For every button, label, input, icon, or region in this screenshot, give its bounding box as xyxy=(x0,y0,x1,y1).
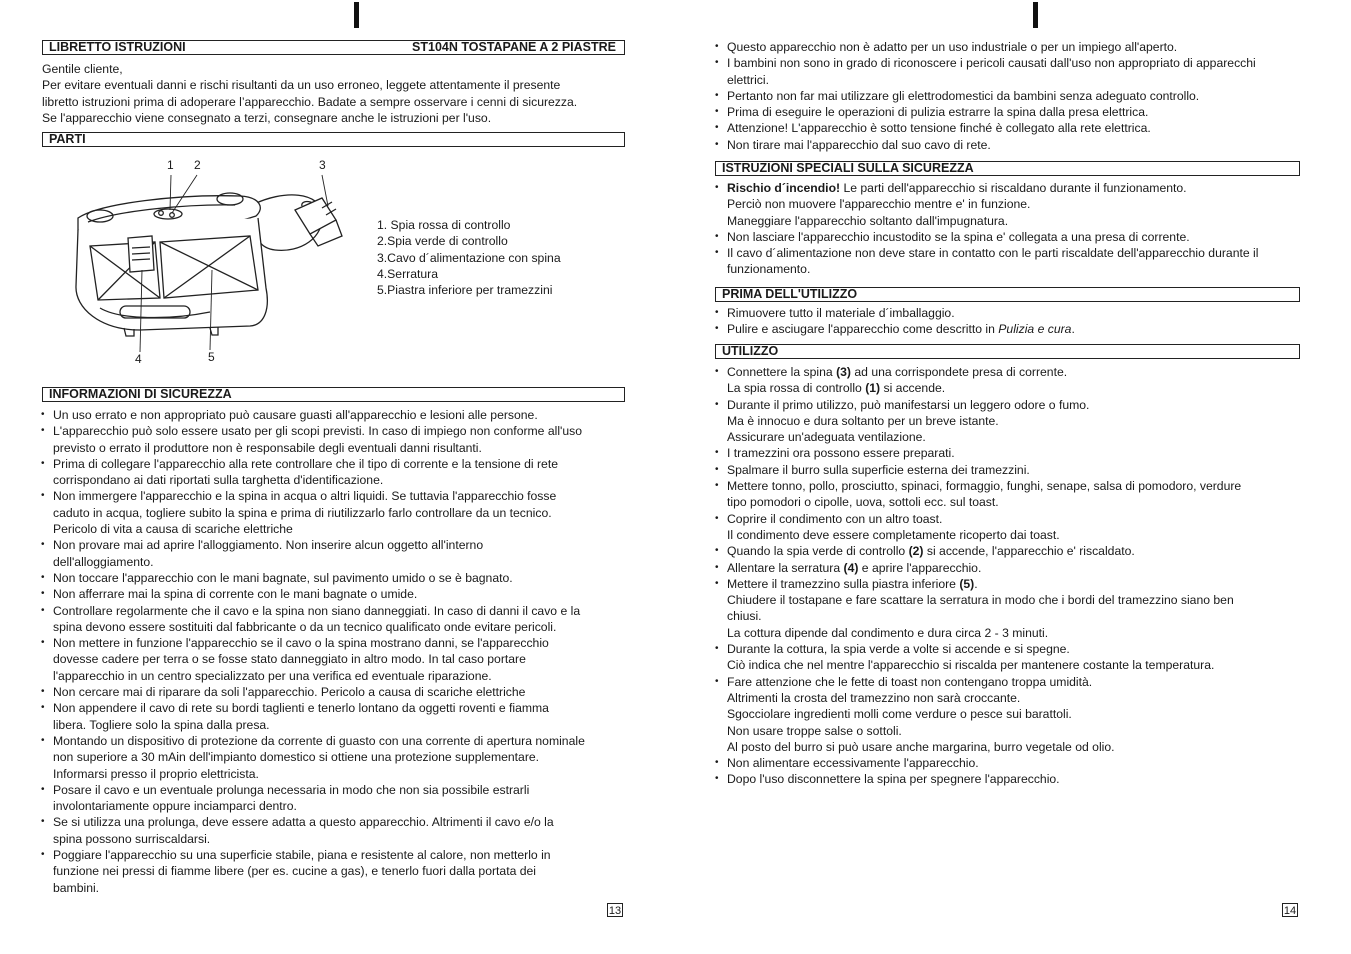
list-item xyxy=(40,733,640,782)
list-text: Ciò indica che nel mentre l'apparecchio si riscalda per mantenere costante la temperatura. xyxy=(727,658,1215,673)
parts-list-item: 4.Serratura xyxy=(377,266,438,281)
list-text: elettrici. xyxy=(727,72,769,87)
list-text: Ma è innocuo e dura soltanto per un breve istante. xyxy=(727,413,999,428)
list-item xyxy=(714,511,1344,544)
list-text: Mettere il tramezzino sulla piastra inferiore xyxy=(727,576,960,591)
list-item xyxy=(714,137,1344,153)
list-text: • Durante la cottura, la spia verde a volte si accende e si spegne. xyxy=(727,642,1070,657)
list-text: Connettere la spina xyxy=(727,365,837,379)
list-item xyxy=(714,321,1344,337)
part-ref: (2) xyxy=(908,544,924,559)
parts-list xyxy=(377,217,561,298)
list-text: e aprire l'apparecchio. xyxy=(858,560,982,575)
list-item xyxy=(714,39,1344,55)
list-text: si accende, l'apparecchio e' riscaldato. xyxy=(923,544,1135,559)
list-text: • Il cavo d´alimentazione non deve stare in contatto con le parti riscaldate dell'apparecchio durante il xyxy=(727,246,1259,261)
list-text: La spia rossa di controllo xyxy=(727,381,866,396)
list-text: chiusi. xyxy=(727,609,762,624)
list-text: • Posare il cavo e un eventuale prolunga necessaria in modo che non sia possibile estrarli xyxy=(53,782,530,797)
prima-header-label: PRIMA DELL'UTILIZZO xyxy=(722,287,858,301)
list-text: Altrimenti la crosta del tramezzino non sarà croccante. xyxy=(727,690,1021,705)
list-item xyxy=(40,456,640,489)
fire-risk-warning: Rischio d´incendio! xyxy=(727,181,841,195)
page-right xyxy=(676,0,1351,954)
list-text: Sgocciolare ingredienti molli come verdure o pesce sui barattoli. xyxy=(727,707,1072,722)
model-title: ST104N TOSTAPANE A 2 PIASTRE xyxy=(412,40,616,54)
list-text: Non usare troppe salse o sottoli. xyxy=(727,723,902,738)
list-item xyxy=(714,104,1344,120)
utilizzo-header xyxy=(715,344,1300,359)
list-text: • Prima di collegare l'apparecchio alla rete controllare che il tipo di corrente e la tensione di rete xyxy=(53,456,558,471)
manual-header xyxy=(42,40,625,55)
part-ref: (5) xyxy=(959,576,975,591)
list-text: • Mettere tonno, pollo, prosciutto, spinaci, formaggio, funghi, senape, salsa di pomodoro, verdure xyxy=(727,479,1242,494)
list-text: • Poggiare l'apparecchio su una superficie stabile, piana e resistente al calore, non metterlo in xyxy=(53,848,551,863)
list-text: libera. Togliere solo la spina dalla presa. xyxy=(53,717,270,732)
list-text: • Questo apparecchio non è adatto per un uso industriale o per un impiego all'aperto. xyxy=(727,40,1178,54)
list-text: Pericolo di vita a causa di scariche elettriche xyxy=(53,522,293,537)
list-item xyxy=(40,847,640,896)
page-number: 14 xyxy=(1283,905,1297,917)
list-item xyxy=(714,120,1344,136)
list-text: Dopo l'uso disconnettere la spina per spegnere l'apparecchio. xyxy=(727,772,1060,787)
list-text: Quando la spia verde di controllo xyxy=(727,544,909,559)
list-text: • Attenzione! L'apparecchio è sotto tensione finché è collegato alla rete elettrica. xyxy=(727,121,1151,136)
part-ref: (1) xyxy=(865,381,881,396)
parts-list-item: 1. Spia rossa di controllo xyxy=(377,218,511,232)
info-header-label: INFORMAZIONI DI SICUREZZA xyxy=(49,387,232,401)
list-item xyxy=(40,570,640,586)
list-item xyxy=(714,229,1344,245)
list-item xyxy=(714,771,1344,787)
section-reference: Pulizia e cura xyxy=(998,322,1072,337)
list-text: . xyxy=(974,576,978,591)
list-item xyxy=(40,684,640,700)
list-text: • Non appendere il cavo di rete su bordi taglienti e tenerlo lontano da oggetti roventi e fiamma xyxy=(53,701,549,716)
list-item xyxy=(714,55,1344,88)
list-text: • Fare attenzione che le fette di toast non contengano troppa umidità. xyxy=(727,674,1093,689)
general-safety-list xyxy=(714,39,1344,153)
section-tab-mark xyxy=(1033,2,1038,28)
list-text: Maneggiare l'apparecchio soltanto dall'impugnatura. xyxy=(727,213,1009,228)
list-item xyxy=(714,245,1344,278)
list-item xyxy=(714,445,1344,461)
list-text: • Non immergere l'apparecchio e la spina in acqua o altri liquidi. Se tuttavia l'apparecchio fosse xyxy=(53,489,557,504)
special-safety-header xyxy=(715,161,1300,176)
utilizzo-header-label: UTILIZZO xyxy=(722,344,779,358)
list-text: Il condimento deve essere completamente ricoperto dai toast. xyxy=(727,527,1060,542)
list-item xyxy=(714,88,1344,104)
intro-line: libretto istruzioni prima di adoperare l’apparecchio. Badate a sempre osservare i cenni di sicurezza. xyxy=(42,94,578,109)
list-text: dell'alloggiamento. xyxy=(53,554,154,569)
list-text: • Un uso errato e non appropriato può causare guasti all'apparecchio e lesioni alle persone. xyxy=(53,408,538,422)
list-text: l'apparecchio in un centro specializzato per una verifica ed eventuale riparazione. xyxy=(53,668,492,683)
prima-list xyxy=(714,305,1344,338)
list-text: Chiudere il tostapane e fare scattare la serratura in modo che i bordi del tramezzino siano ben xyxy=(727,593,1234,608)
special-safety-header-label: ISTRUZIONI SPECIALI SULLA SICUREZZA xyxy=(722,161,974,175)
list-item xyxy=(40,488,640,537)
part-ref: (3) xyxy=(836,365,851,379)
parts-list-item: 2.Spia verde di controllo xyxy=(377,234,508,249)
callout-4: 4 xyxy=(135,352,142,366)
parti-header-label: PARTI xyxy=(49,132,86,146)
list-text: bambini. xyxy=(53,880,100,895)
special-safety-list xyxy=(714,180,1344,278)
list-item xyxy=(714,543,1344,559)
list-text: dovesse cadere per terra o se fosse stato danneggiato in altro modo. In tal caso portare xyxy=(53,652,526,667)
list-text: • Montando un dispositivo di protezione da corrente di guasto con una corrente di apertura nominale xyxy=(53,733,585,748)
list-text: • Non provare mai ad aprire l'alloggiamento. Non inserire alcun oggetto all'interno xyxy=(53,538,484,553)
list-item xyxy=(714,364,1344,397)
list-text: corrispondano ai dati riportati sulla targhetta d'identificazione. xyxy=(53,473,384,488)
list-item xyxy=(714,755,1344,771)
list-text: Al posto del burro si può usare anche margarina, burro vegetale od olio. xyxy=(727,739,1115,754)
list-text: Perciò non muovere l'apparecchio mentre e' in funzione. xyxy=(727,197,1031,212)
list-text: previsto o errato il produttore non è responsabile degli eventuali danni risultanti. xyxy=(53,440,482,455)
list-item xyxy=(714,462,1344,478)
list-text: si accende. xyxy=(880,381,946,396)
list-item xyxy=(40,635,640,684)
list-text: • Pertanto non far mai utilizzare gli elettrodomestici da bambini senza adeguato controllo. xyxy=(727,88,1200,103)
list-text: • Non lasciare l'apparecchio incustodito se la spina e' collegata a una presa di corrente. xyxy=(727,229,1190,244)
list-text: Allentare la serratura xyxy=(727,560,844,575)
list-item xyxy=(40,407,640,423)
list-text: La cottura dipende dal condimento e dura circa 2 - 3 minuti. xyxy=(727,625,1049,640)
list-item xyxy=(714,576,1344,641)
list-text: • Coprire il condimento con un altro toast. xyxy=(727,511,943,526)
list-text: Spalmare il burro sulla superficie esterna dei tramezzini. xyxy=(727,462,1030,477)
intro-line: Se l'apparecchio viene consegnato a terzi, consegnare anche le istruzioni per l'uso. xyxy=(42,110,492,125)
callout-3: 3 xyxy=(319,158,326,172)
list-item xyxy=(714,305,1344,321)
list-item xyxy=(40,700,640,733)
list-text: involontariamente oppure inciamparci dentro. xyxy=(53,799,297,814)
list-text: • Non toccare l'apparecchio con le mani bagnate, sul pavimento umido o se è bagnato. xyxy=(53,570,513,585)
callout-1: 1 xyxy=(167,158,174,172)
list-text: non superiore a 30 mAin dell'impianto domestico si ottiene una protezione supplementare. xyxy=(53,750,540,765)
list-text: spina possono surriscaldarsi. xyxy=(53,831,211,846)
list-text: • Non cercare mai di riparare da soli l'apparecchio. Pericolo a causa di scariche elettriche xyxy=(53,685,526,700)
list-text: ad una corrispondete presa di corrente. xyxy=(851,365,1068,379)
list-text: funzionamento. xyxy=(727,262,811,277)
list-text: • Non tirare mai l'apparecchio dal suo cavo di rete. xyxy=(727,137,991,152)
list-text: Informarsi presso il proprio elettricista. xyxy=(53,766,259,781)
part-ref: (4) xyxy=(843,560,859,575)
list-text: tipo pomodori o cipolle, uova, sottoli ecc. sul toast. xyxy=(727,495,999,510)
prima-header xyxy=(715,287,1300,302)
parts-list-item: 3.Cavo d´alimentazione con spina xyxy=(377,250,561,265)
parts-list-item: 5.Piastra inferiore per tramezzini xyxy=(377,283,553,298)
list-text: Non alimentare eccessivamente l'apparecchio. xyxy=(727,756,979,771)
list-text: Pulire e asciugare l'apparecchio come descritto in xyxy=(727,322,999,337)
page-number: 13 xyxy=(608,905,622,917)
safety-info-list xyxy=(40,407,640,896)
list-item xyxy=(714,478,1344,511)
list-item xyxy=(40,814,640,847)
list-text: • L'apparecchio può solo essere usato per gli scopi previsti. In caso di impiego non conforme all'uso xyxy=(53,424,583,439)
list-text: . xyxy=(1071,322,1075,337)
list-item xyxy=(40,586,640,602)
list-item xyxy=(714,397,1344,446)
list-text: funzione nei pressi di fiamme libere (per es. cucine a gas), e tenerlo fuori dalla portata dei xyxy=(53,864,537,879)
list-text: Assicurare un'adeguata ventilazione. xyxy=(727,430,926,445)
list-text: • Controllare regolarmente che il cavo e la spina non siano danneggiati. In caso di danni il cavo e la xyxy=(53,603,581,618)
list-item xyxy=(40,603,640,636)
list-text: • Non mettere in funzione l'apparecchio se il cavo o la spina mostrano danni, se l'apparecchio xyxy=(53,636,549,651)
manual-title: LIBRETTO ISTRUZIONI xyxy=(49,40,186,54)
list-text: • Se si utilizza una prolunga, deve essere adatta a questo apparecchio. Altrimenti il cavo e/o la xyxy=(53,815,554,830)
list-text: spina devono essere sostituiti dal fabbricante o da un tecnico qualificato onde evitare pericoli. xyxy=(53,619,557,634)
parti-header xyxy=(42,132,625,147)
list-text: • Non afferrare mai la spina di corrente con le mani bagnate o umide. xyxy=(53,587,418,602)
list-item xyxy=(714,560,1344,576)
section-tab-mark xyxy=(354,2,359,28)
list-text: • Prima di eseguire le operazioni di pulizia estrarre la spina dalla presa elettrica. xyxy=(727,105,1149,120)
list-text: • Durante il primo utilizzo, può manifestarsi un leggero odore o fumo. xyxy=(727,397,1090,412)
callout-5: 5 xyxy=(208,350,215,364)
list-text: I tramezzini ora possono essere preparati. xyxy=(727,446,955,461)
list-text: Le parti dell'apparecchio si riscaldano durante il funzionamento. xyxy=(840,181,1187,195)
intro-line: Gentile cliente, xyxy=(42,62,123,76)
list-item xyxy=(40,537,640,570)
intro-text xyxy=(42,61,632,126)
list-item xyxy=(714,641,1344,674)
info-header xyxy=(42,387,625,402)
list-item xyxy=(40,423,640,456)
list-text: caduto in acqua, togliere subito la spina e prima di riutilizzarlo farlo controllare da un tecnico. xyxy=(53,505,552,520)
list-text: • I bambini non sono in grado di riconoscere i pericoli causati dall'uso non appropriato di apparecchi xyxy=(727,56,1256,71)
utilizzo-list xyxy=(714,364,1344,788)
list-item xyxy=(40,782,640,815)
intro-line: Per evitare eventuali danni e rischi risultanti da un uso erroneo, leggete attentamente il presente xyxy=(42,78,561,93)
list-text: Rimuovere tutto il materiale d´imballaggio. xyxy=(727,306,955,320)
callout-2: 2 xyxy=(194,158,201,172)
list-item xyxy=(714,180,1344,229)
sandwich-toaster-illustration xyxy=(60,158,360,368)
list-item xyxy=(714,674,1344,755)
